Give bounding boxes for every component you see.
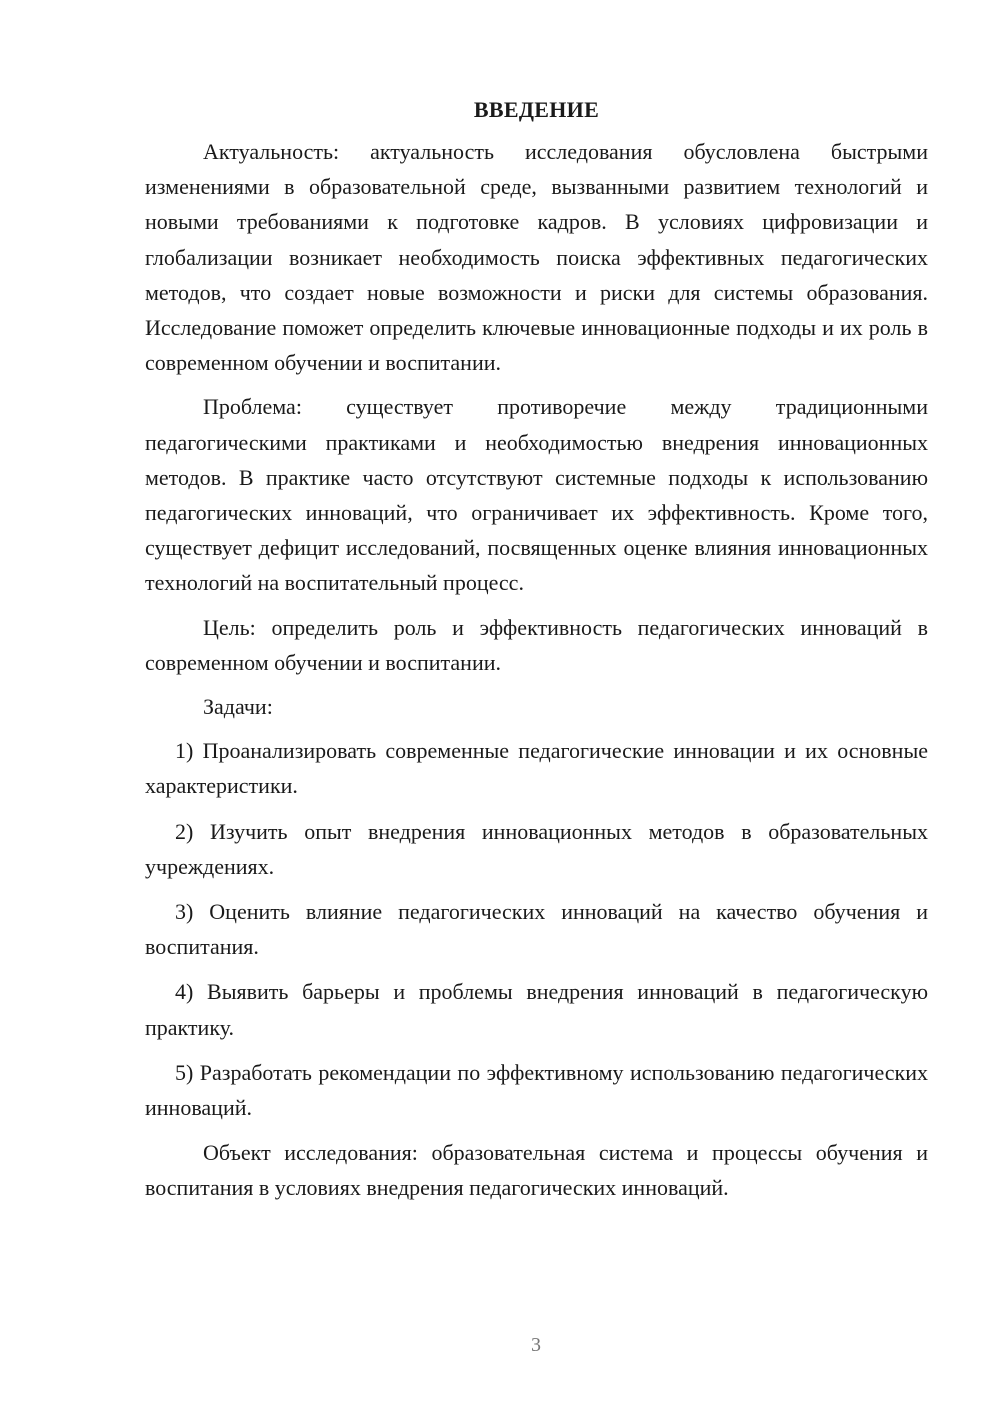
- task-item-4: 4) Выявить барьеры и проблемы внедрения инноваций в педагогическую практику.: [145, 979, 928, 1040]
- task-item-1: 1) Проанализировать современные педагогические инновации и их основные характеристики.: [145, 738, 928, 799]
- paragraph-object: Объект исследования: образовательная система и процессы обучения и воспитания в условиях внедрения педагогических инноваций.: [145, 1140, 928, 1201]
- task-item-5: 5) Разработать рекомендации по эффективному использованию педагогических инноваций.: [145, 1059, 928, 1121]
- paragraph-problem: Проблема: существует противоречие между традиционными педагогическими практиками и необходимостью внедрения инновационных методов. В практике часто отсутствуют системные подходы к использованию педагогических инноваций, что ограничивает их эффективность. Кроме того, существует дефицит исследований, посвященных оценке влияния инновационных технологий на воспитательный процесс.: [145, 394, 928, 596]
- paragraph-goal: Цель: определить роль и эффективность педагогических инноваций в современном обучении и воспитании.: [145, 614, 928, 675]
- task-item-2: 2) Изучить опыт внедрения инновационных методов в образовательных учреждениях.: [145, 818, 928, 879]
- tasks-label: Задачи:: [203, 694, 273, 720]
- document-page: [145, 94, 928, 1215]
- task-item-3: 3) Оценить влияние педагогических инноваций на качество обучения и воспитания.: [145, 899, 928, 960]
- section-heading: ВВЕДЕНИЕ: [473, 97, 600, 122]
- paragraph-relevance: Актуальность: актуальность исследования обусловлена быстрыми изменениями в образовательной среде, вызванными развитием технологий и новыми требованиями к подготовке кадров. В условиях цифровизации и глобализации возникает необходимость поиска эффективных педагогических методов, что создает новые возможности и риски для системы образования. Исследование поможет определить ключевые инновационные подходы и их роль в современном обучении и воспитании.: [145, 139, 928, 376]
- page-number: 3: [531, 1334, 541, 1356]
